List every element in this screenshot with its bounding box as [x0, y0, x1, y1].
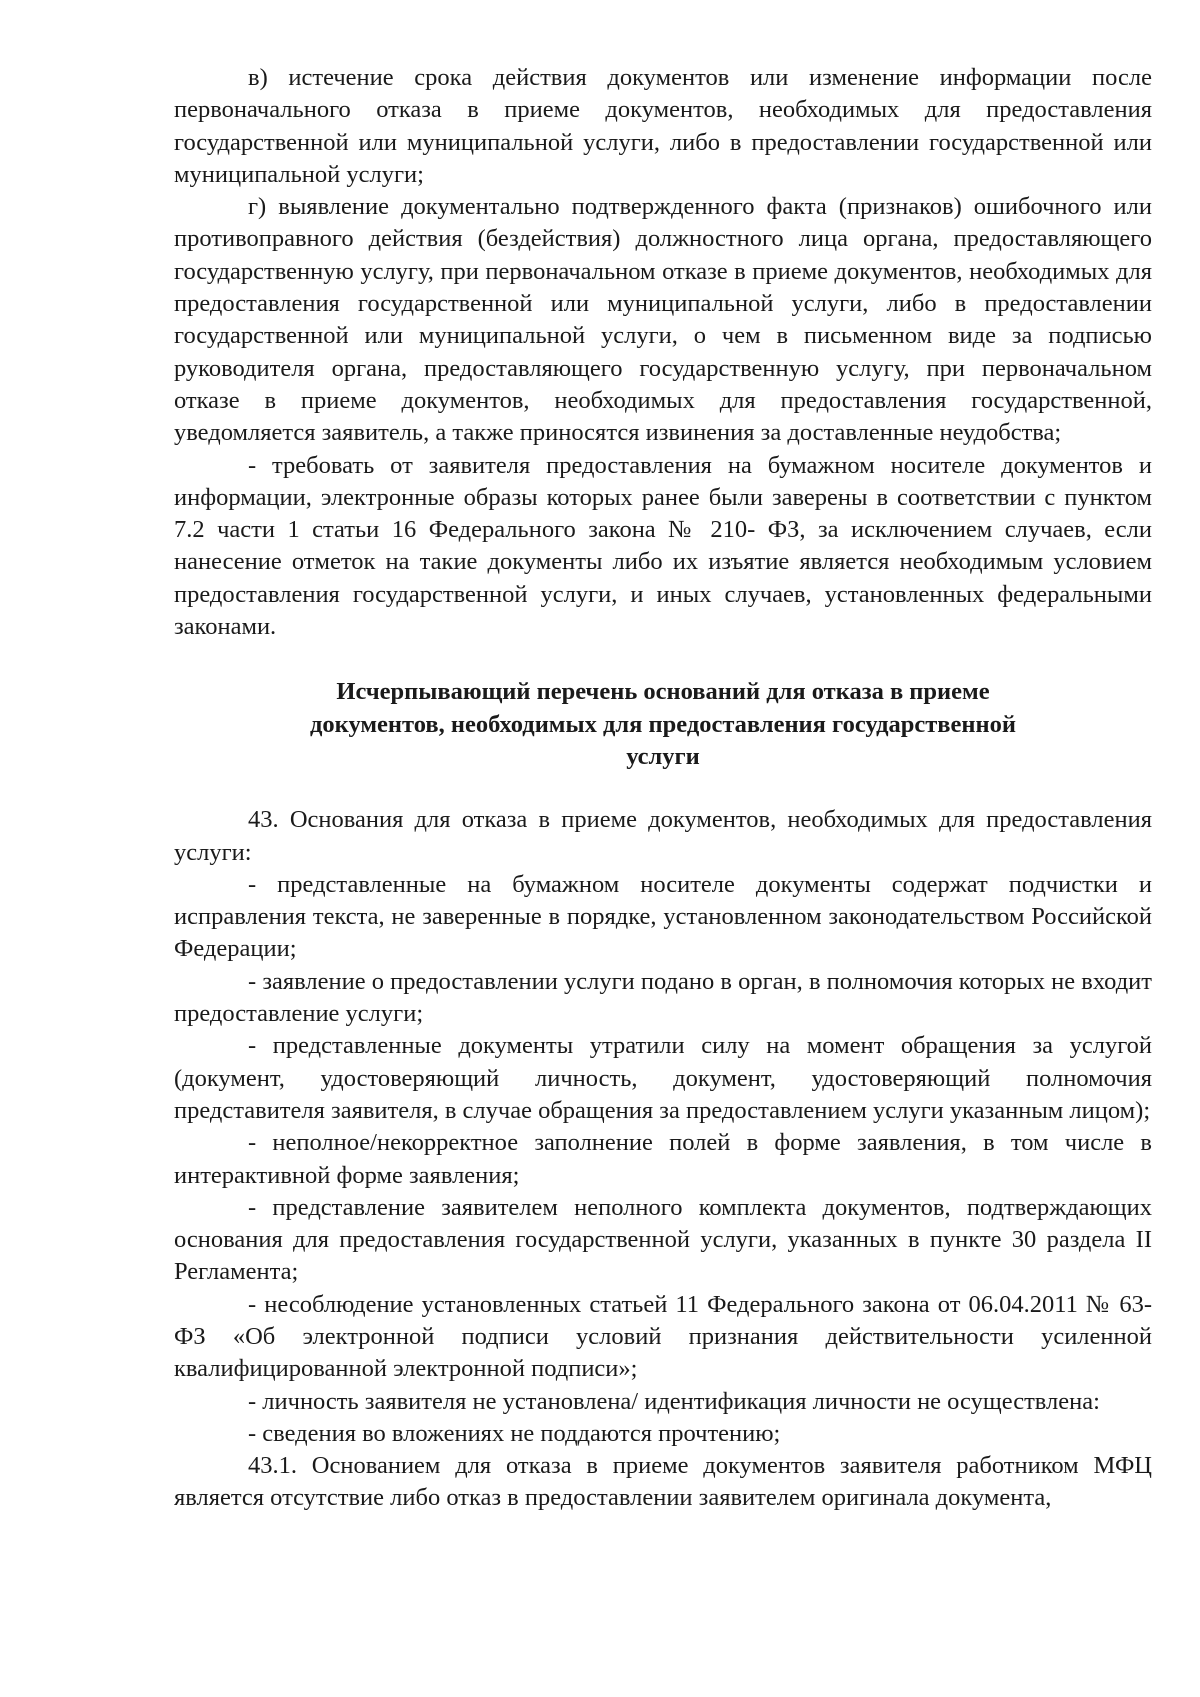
list-item-wrong-authority: - заявление о предоставлении услуги подано в орган, в полномочия которых не входит предоставление услуги;: [174, 967, 1152, 1028]
list-item-expired-documents: - представленные документы утратили силу на момент обращения за услугой (документ, удостоверяющий личность, документ, удостоверяющий полномочия представителя заявителя, в случае обращения за предоставлением услуги указанным лицом);: [174, 1032, 1152, 1124]
heading-line-2: документов, необходимых для предоставления государственной: [310, 710, 1016, 738]
list-item-unreadable: - сведения во вложениях не поддаются прочтению;: [248, 1419, 781, 1447]
paragraph-43: 43. Основания для отказа в приеме документов, необходимых для предоставления услуги:: [174, 806, 1152, 866]
list-item-identity: - личность заявителя не установлена/ идентификация личности не осуществлена:: [248, 1387, 1100, 1415]
heading-line-1: Исчерпывающий перечень оснований для отказа в приеме: [336, 678, 990, 706]
document-page: [174, 62, 1152, 1515]
list-item-incomplete-form: - неполное/некорректное заполнение полей в форме заявления, в том числе в интерактивной форме заявления;: [174, 1129, 1152, 1189]
paragraph-43-1: 43.1. Основанием для отказа в приеме документов заявителя работником МФЦ является отсутствие либо отказ в предоставлении заявителем оригинала документа,: [174, 1452, 1152, 1512]
list-item-signature: - несоблюдение установленных статьей 11 Федерального закона от 06.04.2011 № 63-ФЗ «Об электронной подписи условий признания действительности усиленной квалифицированной электронной подписи»;: [174, 1290, 1152, 1383]
section-heading: [174, 676, 1152, 773]
heading-line-3: услуги: [626, 742, 700, 770]
list-item-erasures: - представленные на бумажном носителе документы содержат подчистки и исправления текста, не заверенные в порядке, установленном законодательством Российской Федерации;: [174, 870, 1152, 963]
paragraph-v: в) истечение срока действия документов или изменение информации после первоначального отказа в приеме документов, необходимых для предоставления государственной или муниципальной услуги, либо в предоставлении государственной или муниципальной услуги;: [174, 64, 1152, 188]
paragraph-g: г) выявление документально подтвержденного факта (признаков) ошибочного или противоправного действия (бездействия) должностного лица органа, предоставляющего государственную услугу, при первоначальном отказе в приеме документов, необходимых для предоставления государственной или муниципальной услуги, либо в предоставлении государственной или муниципальной услуги, о чем в письменном виде за подписью руководителя органа, предоставляющего государственную услугу, при первоначальном отказе в приеме документов, необходимых для предоставления государственной, уведомляется заявитель, а также приносятся извинения за доставленные неудобства;: [174, 193, 1152, 447]
list-item-incomplete-set: - представление заявителем неполного комплекта документов, подтверждающих основания для предоставления государственной услуги, указанных в пункте 30 раздела II Регламента;: [174, 1193, 1152, 1286]
paragraph-require: - требовать от заявителя предоставления на бумажном носителе документов и информации, электронные образы которых ранее были заверены в соответствии с пунктом 7.2 части 1 статьи 16 Федерального закона № 210- ФЗ, за исключением случаев, если нанесение отметок на такие документы либо их изъятие является необходимым условием предоставления государственной услуги, и иных случаев, установленных федеральными законами.: [174, 451, 1152, 641]
